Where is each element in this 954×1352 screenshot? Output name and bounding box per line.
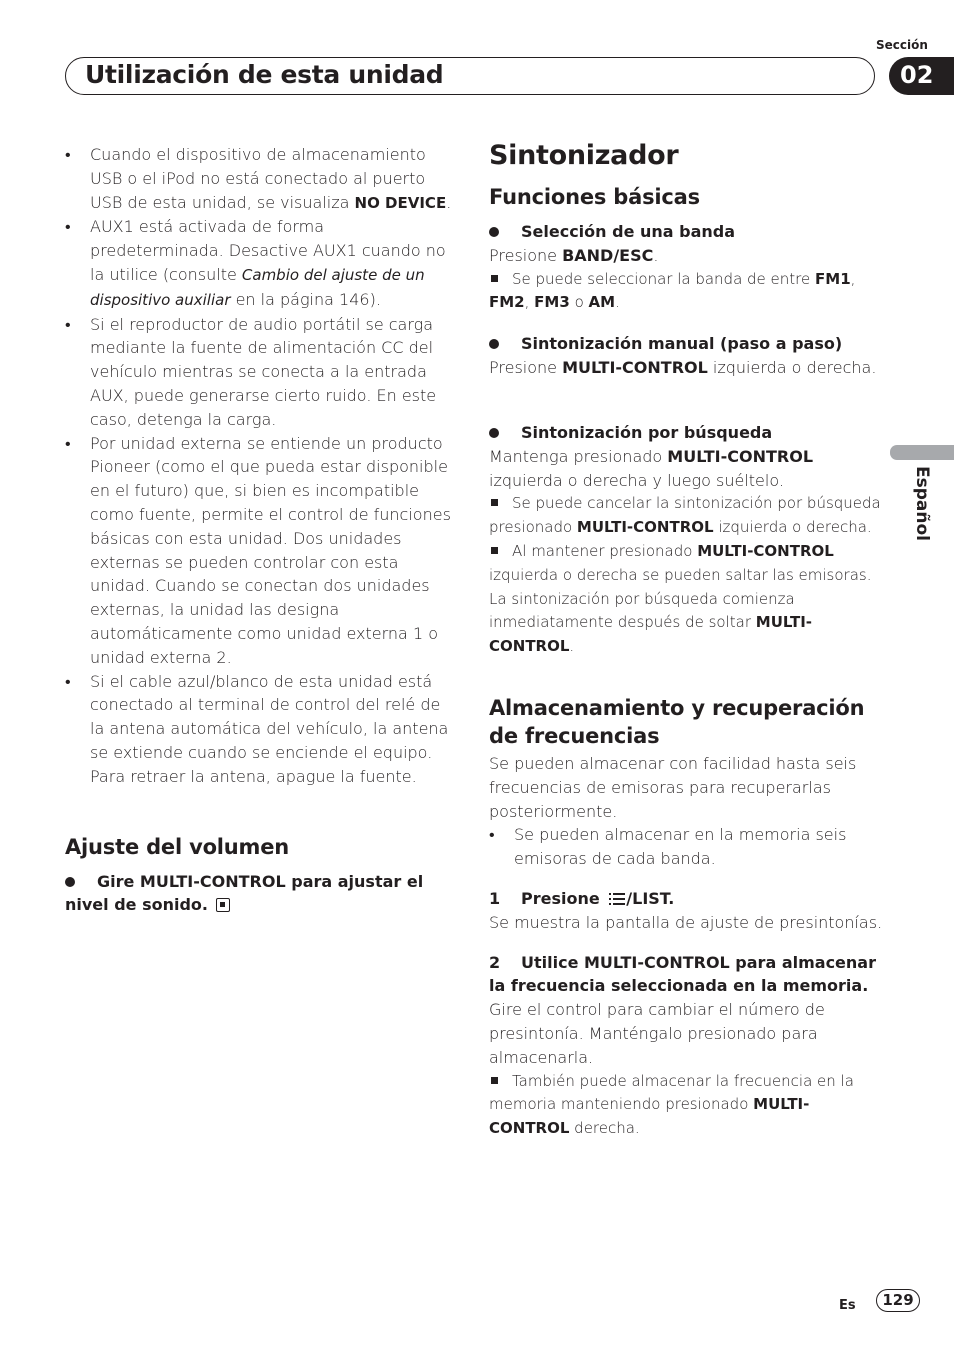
memory-bullets [489, 823, 884, 871]
list-item: • Cuando el dispositivo de almacenamiento USB o el iPod no está conectado al puerto USB de esta unidad, se visualiza NO DEVICE. [65, 143, 455, 215]
band-section [489, 220, 884, 315]
seek-tuning-section [489, 421, 884, 659]
left-column [65, 143, 455, 917]
step-1-heading: 1 Presione /LIST. [489, 888, 675, 908]
page-title: Utilización de esta unidad [85, 60, 444, 89]
memory-section [489, 694, 884, 1141]
step-2-text: Gire el control para cambiar el número de presintonía. Manténgalo presionado para almacenarla. [489, 1000, 825, 1067]
language-tab [890, 445, 954, 460]
manual-tuning-section [489, 332, 884, 380]
seek-note-1: Se puede cancelar la sintonización por búsqueda presionado MULTI-CONTROL izquierda o derecha. [489, 494, 881, 537]
list-item: • Si el cable azul/blanco de esta unidad está conectado al terminal de control del relé de la antena automática del vehículo, la antena se extiende cuando se enciende el equipo. Para retraer la antena, apague la fuente. [65, 670, 455, 789]
seek-text: Mantenga presionado MULTI-CONTROL izquierda o derecha y luego suéltelo. [489, 446, 814, 490]
band-heading: Selección de una banda [489, 220, 884, 244]
list-icon [609, 892, 625, 906]
band-press-text: Presione BAND/ESC. [489, 245, 659, 265]
manual-heading: Sintonización manual (paso a paso) [489, 332, 884, 356]
section-number-badge: 02 [889, 57, 954, 95]
language-tab-label: Español [912, 466, 932, 541]
manual-text: Presione MULTI-CONTROL izquierda o derecha. [489, 357, 877, 377]
memory-heading: Almacenamiento y recuperación de frecuencias [489, 696, 865, 748]
note-square-icon [491, 275, 498, 282]
section-label: Sección [876, 38, 928, 52]
step-2-heading: 2 Utilice MULTI-CONTROL para almacenar la frecuencia seleccionada en la memoria. [489, 952, 876, 996]
page-number: 129 [876, 1289, 920, 1312]
list-item: • Si el reproductor de audio portátil se carga mediante la fuente de alimentación CC del vehículo mientras se conecta a la entrada AUX, puede generarse cierto ruido. En este caso, detenga la carga. [65, 313, 455, 432]
memory-intro: Se pueden almacenar con facilidad hasta seis frecuencias de emisoras para recuperarlas posteriormente. [489, 754, 857, 821]
note-square-icon [491, 499, 498, 506]
list-item: • Por unidad externa se entiende un producto Pioneer (como el que pueda estar disponible en el futuro) que, si bien es incompatible como fuente, permite el control de funciones básicas con esta unidad. Dos unidades externas se pueden controlar con esta unidad. Cuando se conectan dos unidades externas, la unidad las designa automáticamente como unidad externa 1 o unidad externa 2. [65, 432, 455, 670]
seek-note-2: Al mantener presionado MULTI-CONTROL izquierda o derecha se pueden saltar las emisoras. La sintonización por búsqueda comienza inmediatamente después de soltar MULTI-CONTROL. [489, 541, 872, 656]
step-1-text: Se muestra la pantalla de ajuste de presintonías. [489, 912, 883, 932]
notes-list [65, 143, 455, 789]
volume-instruction: Gire MULTI-CONTROL para ajustar el nivel de sonido. [65, 870, 455, 918]
list-item: • Se pueden almacenar en la memoria seis emisoras de cada banda. [489, 823, 884, 871]
volume-heading: Ajuste del volumen [65, 834, 290, 859]
seek-heading: Sintonización por búsqueda [489, 421, 884, 445]
tuner-title: Sintonizador [489, 140, 679, 171]
list-item: • AUX1 está activada de forma predeterminada. Desactive AUX1 cuando no la utilice (consulte Cambio del ajuste de un dispositivo auxiliar en la página 146). [65, 215, 455, 312]
memory-note: También puede almacenar la frecuencia en la memoria manteniendo presionado MULTI-CONTROL derecha. [489, 1071, 854, 1138]
basic-functions-heading: Funciones básicas [489, 185, 700, 209]
language-code: Es [839, 1298, 856, 1313]
band-note: Se puede seleccionar la banda de entre FM1, FM2, FM3 o AM. [489, 269, 856, 312]
note-square-icon [491, 547, 498, 554]
end-of-section-icon [216, 898, 230, 912]
note-square-icon [491, 1077, 498, 1084]
